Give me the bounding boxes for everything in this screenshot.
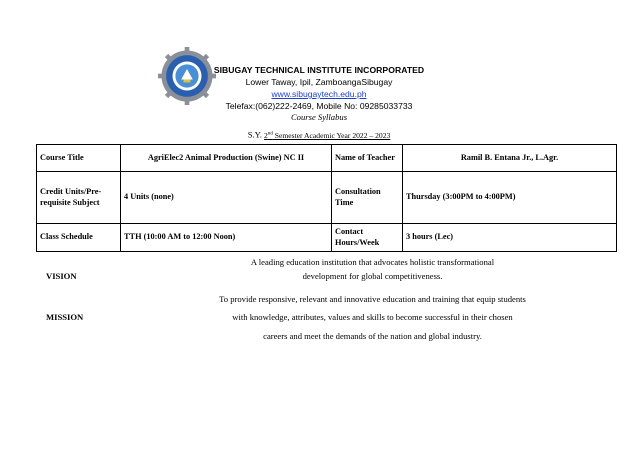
table-row (37, 145, 617, 172)
label-contact-hours: Contact Hours/Week (332, 224, 403, 252)
sy-ordinal-number: 2 (264, 130, 268, 140)
label-class-schedule: Class Schedule (37, 224, 121, 252)
sy-prefix: S.Y. (247, 129, 262, 140)
mission-line: with knowledge, attributes, values and skills to become successful in their chosen (232, 312, 513, 322)
vision-label: VISION (46, 271, 77, 281)
value-contact-hours: 3 hours (Lec) (403, 224, 617, 252)
value-course-title: AgriElec2 Animal Production (Swine) NC II (121, 145, 332, 172)
school-website-link[interactable]: www.sibugaytech.edu.ph (271, 89, 367, 99)
sy-semester (264, 131, 390, 140)
value-credit-units: 4 Units (none) (121, 172, 332, 224)
mission-label: MISSION (46, 312, 84, 322)
mission-line: careers and meet the demands of the nation and global industry. (263, 331, 482, 341)
school-address: Lower Taway, Ipil, ZamboangaSibugay (245, 77, 393, 87)
mission-line: To provide responsive, relevant and innovative education and training that equip students (219, 294, 526, 304)
document-type: Course Syllabus (290, 112, 348, 122)
document-header (0, 0, 638, 125)
table-row (37, 172, 617, 224)
school-year-line (0, 128, 638, 142)
school-contact: Telefax:(062)222-2469, Mobile No: 09285033733 (225, 101, 413, 111)
table-row (37, 224, 617, 252)
label-credit-units: Credit Units/Pre-requisite Subject (37, 172, 121, 224)
label-teacher: Name of Teacher (332, 145, 403, 172)
sy-rest: Semester Academic Year 2022 – 2023 (274, 130, 391, 140)
label-consultation-time: Consultation Time (332, 172, 403, 224)
value-class-schedule: TTH (10:00 AM to 12:00 Noon) (121, 224, 332, 252)
value-teacher: Ramil B. Entana Jr., L.Agr. (403, 145, 617, 172)
sy-ordinal-suffix: nd (267, 131, 273, 136)
course-info-table (36, 144, 617, 252)
value-consultation-time: Thursday (3:00PM to 4:00PM) (403, 172, 617, 224)
school-name: SIBUGAY TECHNICAL INSTITUTE INCORPORATED (213, 65, 425, 75)
label-course-title: Course Title (37, 145, 121, 172)
school-info (0, 64, 638, 123)
vision-line: development for global competitiveness. (302, 271, 443, 281)
vision-line: A leading education institution that advocates holistic transformational (250, 257, 495, 267)
